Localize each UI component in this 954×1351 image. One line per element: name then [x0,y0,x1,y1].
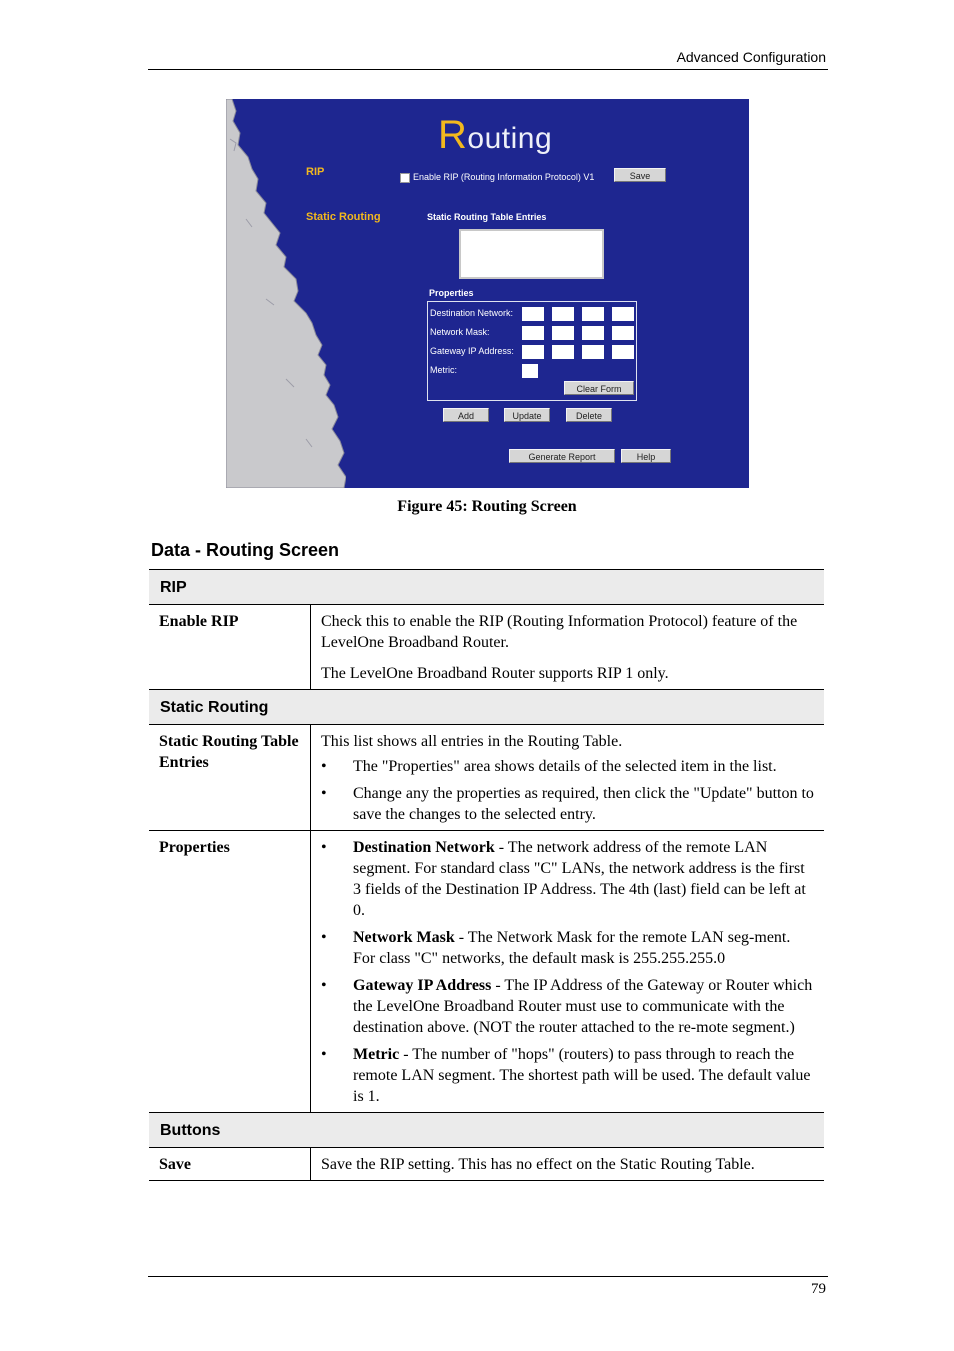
desc-static-routing-entries [311,725,825,831]
dest-network-octet-1[interactable] [522,307,544,321]
list-item: • Metric - The number of "hops" (routers) to pass through to reach the remote LAN segment. The shortest path will be used. The default value is 1. [321,1044,816,1107]
section-header-static-routing [149,690,824,725]
figure-caption: Figure 45: Routing Screen [397,498,577,515]
routing-logo: Routing [438,113,553,157]
dest-network-label: Destination Network: [430,308,514,318]
routing-table-listbox[interactable] [459,229,604,279]
network-mask-octet-2[interactable] [552,326,574,340]
page-number: 79 [811,1281,826,1297]
table-row [149,831,824,1113]
torn-edge-graphic [226,99,346,488]
gateway-ip-label: Gateway IP Address: [430,346,514,356]
add-button[interactable]: Add [443,408,489,422]
gateway-ip-octet-1[interactable] [522,345,544,359]
save-button[interactable]: Save [614,168,666,182]
data-table [149,569,824,1181]
list-item: • Network Mask - The Network Mask for the remote LAN seg-ment. For class "C" networks, the default mask is 255.255.255.0 [321,927,816,969]
list-item: • Gateway IP Address - The IP Address of the Gateway or Router which the LevelOne Broadband Router must use to communicate with the destination above. (NOT the router attached to the re-mote segment.) [321,975,816,1038]
paragraph: Check this to enable the RIP (Routing Information Protocol) feature of the LevelOne Broadband Router. [321,613,798,651]
paragraph: This list shows all entries in the Routing Table. [321,733,623,750]
section-header-label: Static Routing [149,690,824,725]
list-item: • The "Properties" area shows details of the selected item in the list. [321,756,816,777]
running-header: Advanced Configuration [676,49,826,65]
gateway-ip-octet-2[interactable] [552,345,574,359]
desc-enable-rip [311,605,825,690]
properties-label: Properties [429,288,474,298]
entries-label: Static Routing Table Entries [427,212,547,222]
enable-rip-checkbox[interactable] [400,173,410,183]
table-row [149,605,824,690]
list-item: • Destination Network - The network address of the remote LAN segment. For standard class "C" LANs, the network address is the first 3 fields of the Destination IP Address. The 4th (last) field can be left at 0. [321,837,816,921]
help-button[interactable]: Help [621,449,671,463]
generate-report-button[interactable]: Generate Report [509,449,615,463]
network-mask-octet-3[interactable] [582,326,604,340]
network-mask-octet-1[interactable] [522,326,544,340]
rip-label: RIP [306,166,325,178]
routing-screenshot [226,99,749,488]
footer-rule [148,1276,828,1277]
static-routing-label: Static Routing [306,211,381,223]
term-static-routing-entries: Static Routing Table Entries [149,725,311,831]
term-enable-rip: Enable RIP [149,605,311,690]
paragraph: The LevelOne Broadband Router supports RIP 1 only. [321,665,669,682]
network-mask-octet-4[interactable] [612,326,634,340]
dest-network-octet-3[interactable] [582,307,604,321]
list-item: • Change any the properties as required, then click the "Update" button to save the changes to the selected entry. [321,783,816,825]
delete-button[interactable]: Delete [566,408,612,422]
metric-field[interactable] [522,364,538,378]
gateway-ip-octet-3[interactable] [582,345,604,359]
section-header-label: Buttons [149,1113,824,1148]
metric-label: Metric: [430,365,457,375]
term-save: Save [149,1148,311,1181]
header-rule [148,69,828,70]
gateway-ip-octet-4[interactable] [612,345,634,359]
section-header-rip [149,570,824,605]
table-row [149,1148,824,1181]
desc-properties [311,831,825,1113]
network-mask-label: Network Mask: [430,327,490,337]
enable-rip-label: Enable RIP (Routing Information Protocol) V1 [413,172,595,182]
term-properties: Properties [149,831,311,1113]
section-header-label: RIP [149,570,824,605]
clear-form-button[interactable]: Clear Form [564,381,634,395]
table-row [149,725,824,831]
dest-network-octet-2[interactable] [552,307,574,321]
section-header-buttons [149,1113,824,1148]
update-button[interactable]: Update [504,408,550,422]
section-title: Data - Routing Screen [151,540,340,560]
bullet-list [321,837,816,1107]
bullet-list [321,756,816,825]
desc-save: Save the RIP setting. This has no effect on the Static Routing Table. [311,1148,825,1181]
dest-network-octet-4[interactable] [612,307,634,321]
